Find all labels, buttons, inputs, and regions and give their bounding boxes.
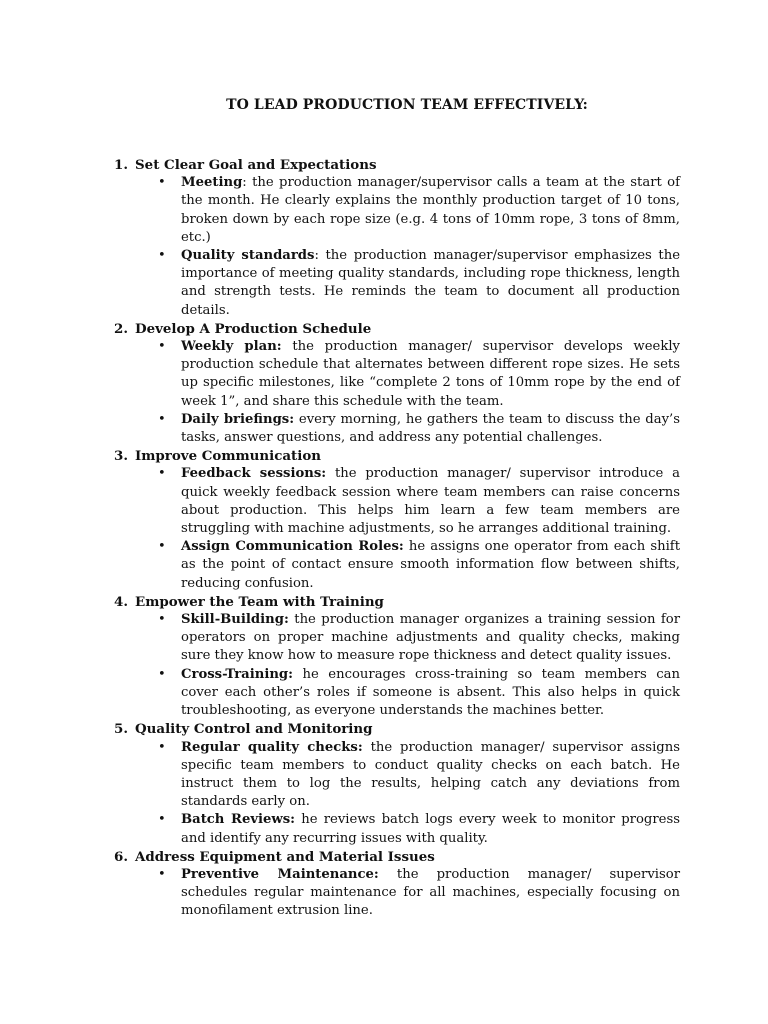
bullet-item [114,611,680,666]
bullet-label: Weekly plan: [181,339,282,355]
section-heading [114,156,680,174]
bullet-text: the production manager/ supervisor schedules regular maintenance for all machines, especially focusing on monofilament extrusion line. [181,866,680,919]
bullet-text: the production manager/ supervisor assigns specific team members to conduct quality checks on each batch. He instruct them to log the results, helping catch any deviations from standards early on. [181,739,680,810]
bullet-icon: • [158,466,166,482]
bullet-item [114,538,680,593]
bullet-item [114,811,680,847]
section-heading-text: Improve Communication [135,448,321,465]
bullet-list [114,174,680,320]
bullet-icon: • [158,866,166,882]
bullet-icon: • [158,175,166,191]
bullet-text: the production manager/ supervisor introduce a quick weekly feedback session where team members can raise concerns about production. This helps him learn a few team members are struggling with machine adjustments, so he arranges additional training. [181,466,680,537]
bullet-icon: • [158,539,166,555]
bullet-icon: • [158,739,166,755]
bullet-text: : the production manager/supervisor calls a team at the start of the month. He clearly explains the monthly production target of 10 tons, broken down by each rope size (e.g. 4 tons of 10mm rope, 3 tons of 8mm, etc.) [181,175,680,245]
bullet-label: Cross-Training: [181,666,294,682]
section-list [114,156,680,921]
section-number: 1. [114,157,128,173]
bullet-text: every morning, he gathers the team to discuss the day’s tasks, answer questions, and address any potential challenges. [181,411,680,446]
bullet-text: he reviews batch logs every week to monitor progress and identify any recurring issues with quality. [181,812,680,846]
bullet-item [114,465,680,538]
bullet-label: Quality standards [181,248,315,264]
bullet-icon: • [158,411,166,427]
section-heading [114,447,680,465]
bullet-item [114,174,680,247]
section-heading-text: Address Equipment and Material Issues [135,848,435,865]
section-number: 5. [114,721,128,738]
bullet-label: Preventive Maintenance: [181,866,379,882]
section-heading-text: Quality Control and Monitoring [135,721,373,738]
bullet-item [114,247,680,320]
section-4 [114,593,680,720]
section-5 [114,720,680,847]
section-number: 2. [114,320,128,337]
bullet-label: Meeting [181,175,243,191]
bullet-list [114,338,680,447]
bullet-list [114,739,680,848]
section-6 [114,848,680,921]
bullet-text: : the production manager/supervisor emphasizes the importance of meeting quality standards, including rope thickness, length and strength tests. He reminds the team to document all production details. [181,248,680,318]
section-heading [114,848,680,866]
bullet-text: the production manager/ supervisor develops weekly production schedule that alternates between different rope sizes. He sets up specific milestones, like “complete 2 tons of 10mm rope by the end of week 1”, and share this schedule with the team. [181,339,680,409]
section-3 [114,447,680,593]
bullet-icon: • [158,612,166,628]
bullet-item [114,739,680,812]
section-heading [114,720,680,738]
bullet-list [114,866,680,921]
bullet-item [114,338,680,411]
bullet-list [114,611,680,720]
bullet-list [114,465,680,592]
bullet-text: he assigns one operator from each shift as the point of contact ensure smooth information flow between shifts, reducing confusion. [181,539,680,591]
bullet-item [114,411,680,447]
document-title: TO LEAD PRODUCTION TEAM EFFECTIVELY: [226,97,588,113]
bullet-text: he encourages cross-training so team members can cover each other’s roles if someone is absent. This also helps in quick troubleshooting, as everyone understands the machines better. [181,666,680,719]
section-1 [114,156,680,320]
bullet-icon: • [158,339,166,355]
section-heading-text: Set Clear Goal and Expectations [135,157,377,173]
bullet-label: Feedback sessions: [181,466,327,482]
section-2 [114,320,680,447]
bullet-icon: • [158,248,166,264]
bullet-icon: • [158,666,166,682]
bullet-label: Assign Communication Roles: [181,539,404,555]
bullet-label: Regular quality checks: [181,739,363,755]
bullet-label: Skill-Building: [181,612,289,628]
section-number: 6. [114,848,128,865]
section-number: 4. [114,593,128,610]
bullet-item [114,666,680,721]
section-heading [114,320,680,338]
section-number: 3. [114,448,128,465]
bullet-text: the production manager organizes a training session for operators on proper machine adjustments and quality checks, making sure they know how to measure rope thickness and detect quality issues. [181,612,680,664]
bullet-item [114,866,680,921]
bullet-label: Batch Reviews: [181,812,296,828]
section-heading-text: Empower the Team with Training [135,593,384,610]
section-heading [114,593,680,611]
section-heading-text: Develop A Production Schedule [135,320,372,337]
bullet-label: Daily briefings: [181,411,295,427]
bullet-icon: • [158,812,166,828]
